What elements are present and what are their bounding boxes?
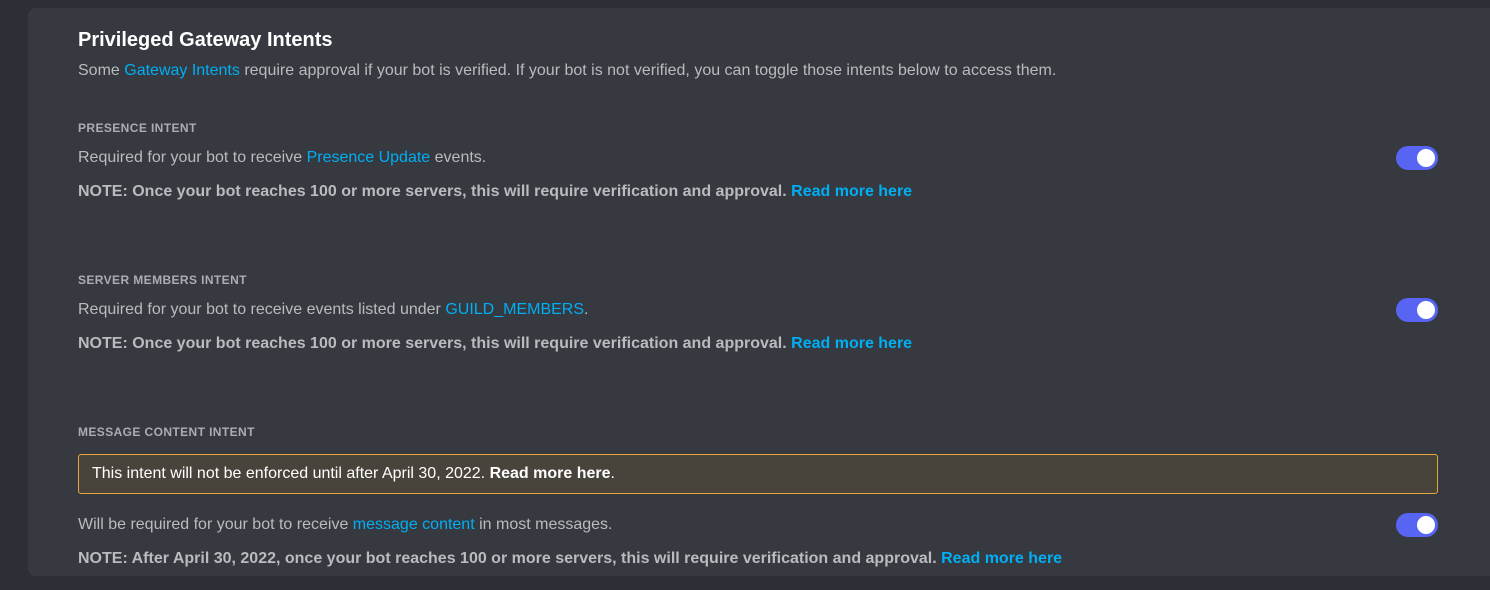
note-text: NOTE: Once your bot reaches 100 or more servers, this will require verification and approval.: [78, 183, 787, 200]
note-text: NOTE: Once your bot reaches 100 or more servers, this will require verification and approval.: [78, 335, 787, 352]
intro-pre: Some: [78, 62, 125, 79]
read-more-link[interactable]: Read more here: [941, 550, 1063, 567]
server-members-intent-section: [78, 272, 1438, 354]
server-members-intent-toggle[interactable]: [1396, 298, 1438, 322]
message-content-intent-toggle[interactable]: [1396, 513, 1438, 537]
message-content-desc-post: in most messages.: [474, 516, 613, 533]
message-content-intent-row: [78, 513, 1438, 537]
banner-suffix: .: [610, 465, 615, 482]
gateway-intents-link[interactable]: Gateway Intents: [124, 62, 240, 79]
presence-intent-note: [78, 182, 1438, 202]
page-title: Privileged Gateway Intents: [78, 29, 333, 51]
presence-desc-post: events.: [430, 149, 487, 166]
message-content-link[interactable]: message content: [352, 516, 475, 533]
server-members-intent-row: [78, 298, 1438, 322]
toggle-knob: [1417, 149, 1435, 167]
message-content-intent-description: [78, 515, 612, 535]
panel-content: [28, 8, 1490, 569]
message-content-intent-section: [78, 424, 1438, 569]
presence-intent-section: [78, 120, 1438, 202]
presence-intent-toggle[interactable]: [1396, 146, 1438, 170]
message-content-desc-pre: Will be required for your bot to receive: [78, 516, 353, 533]
server-members-intent-label: SERVER MEMBERS INTENT: [78, 273, 247, 287]
presence-intent-description: [78, 148, 486, 168]
toggle-knob: [1417, 516, 1435, 534]
read-more-link[interactable]: Read more here: [791, 335, 913, 352]
message-content-intent-label: MESSAGE CONTENT INTENT: [78, 425, 255, 439]
enforcement-banner: [78, 454, 1438, 494]
intro-text: [78, 61, 1438, 81]
presence-desc-pre: Required for your bot to receive: [78, 149, 307, 166]
server-members-desc-post: .: [584, 301, 589, 318]
server-members-intent-note: [78, 334, 1438, 354]
banner-text: This intent will not be enforced until after April 30, 2022.: [92, 465, 486, 482]
toggle-knob: [1417, 301, 1435, 319]
server-members-intent-description: [78, 300, 588, 320]
server-members-desc-pre: Required for your bot to receive events listed under: [78, 301, 446, 318]
presence-intent-label: PRESENCE INTENT: [78, 121, 197, 135]
presence-update-link[interactable]: Presence Update: [306, 149, 431, 166]
guild-members-link[interactable]: GUILD_MEMBERS: [445, 301, 585, 318]
note-text: NOTE: After April 30, 2022, once your bot reaches 100 or more servers, this will require verification and approval.: [78, 550, 937, 567]
message-content-intent-note: [78, 549, 1438, 569]
banner-read-more-link[interactable]: Read more here: [489, 465, 611, 482]
privileged-intents-panel: [28, 8, 1490, 576]
presence-intent-row: [78, 146, 1438, 170]
intro-post: require approval if your bot is verified. If your bot is not verified, you can toggle those intents below to access them.: [239, 62, 1057, 79]
read-more-link[interactable]: Read more here: [791, 183, 913, 200]
